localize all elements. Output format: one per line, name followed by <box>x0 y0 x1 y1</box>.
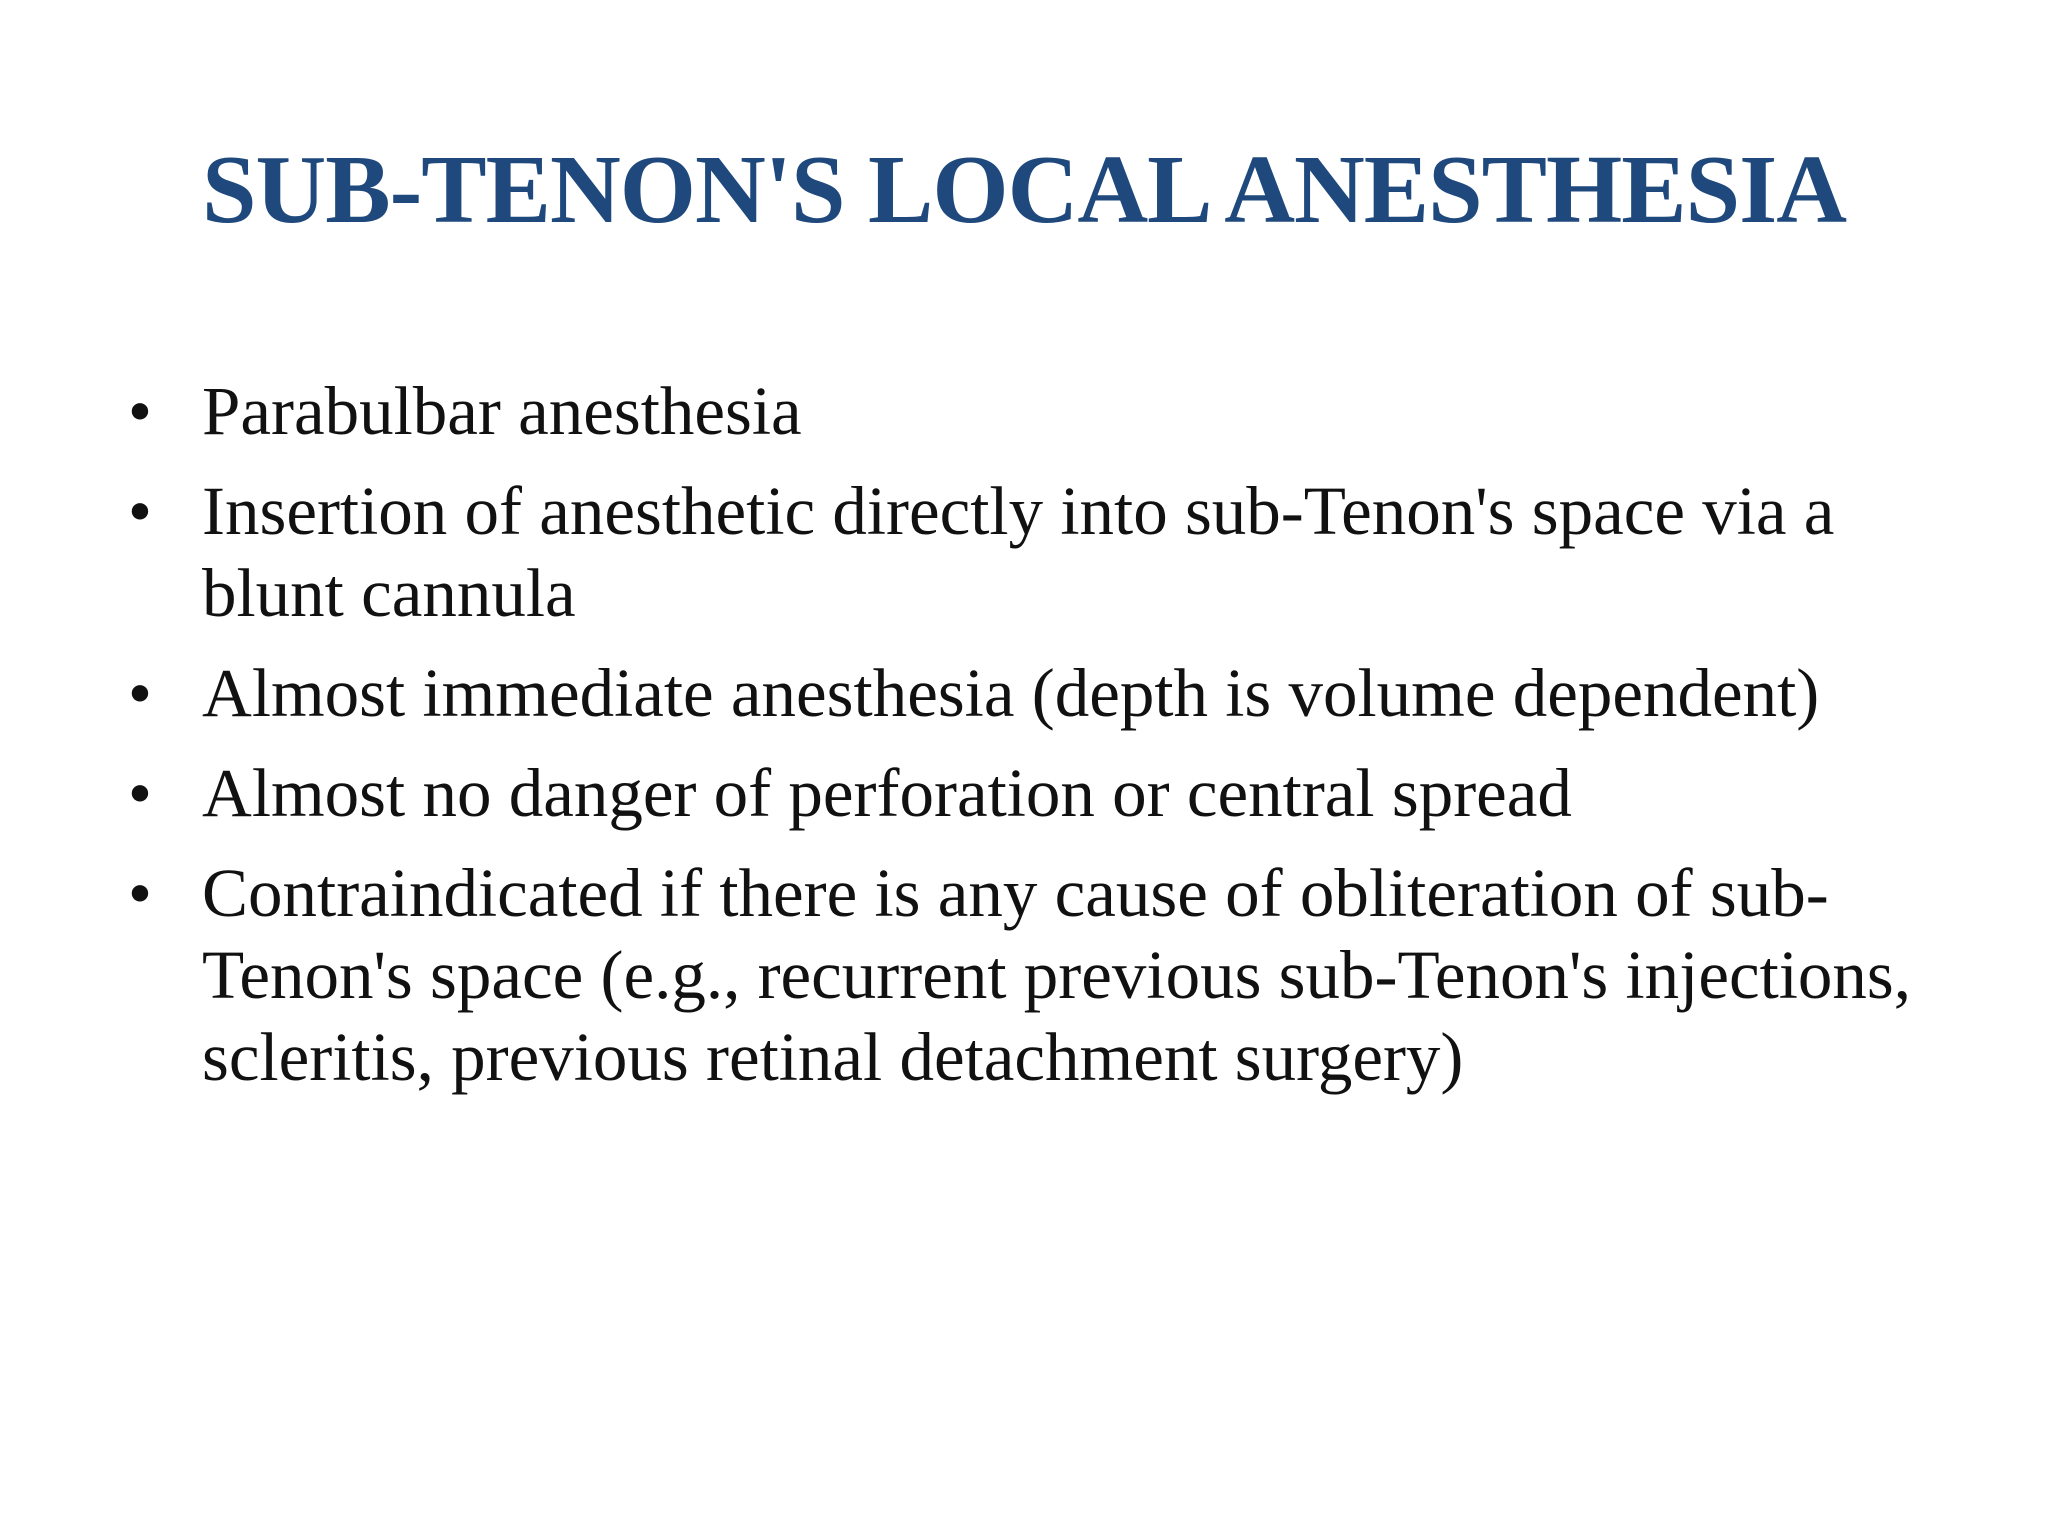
bullet-dot: • <box>127 855 153 931</box>
bullet-text: Almost immediate anesthesia (depth is volume dependent) <box>202 655 1820 731</box>
bullet-dot: • <box>127 473 153 549</box>
bullet-item <box>120 470 1960 634</box>
bullet-dot: • <box>127 373 153 449</box>
bullet-text: Parabulbar anesthesia <box>202 373 802 449</box>
bullet-dot: • <box>127 655 153 731</box>
slide-title: SUB-TENON'S LOCAL ANESTHESIA <box>202 136 1846 244</box>
bullet-text: Contraindicated if there is any cause of obliteration of sub-Tenon's space (e.g., recurrent previous sub-Tenon's injections, scleritis, previous retinal detachment surgery) <box>202 855 1912 1095</box>
bullet-text: Almost no danger of perforation or central spread <box>202 755 1572 831</box>
bullet-item <box>120 752 1960 834</box>
bullet-item <box>120 370 1960 452</box>
bullet-item <box>120 652 1960 734</box>
bullet-list <box>120 370 1960 1116</box>
bullet-text: Insertion of anesthetic directly into sub-Tenon's space via a blunt cannula <box>202 473 1835 631</box>
bullet-item <box>120 852 1960 1098</box>
bullet-dot: • <box>127 755 153 831</box>
